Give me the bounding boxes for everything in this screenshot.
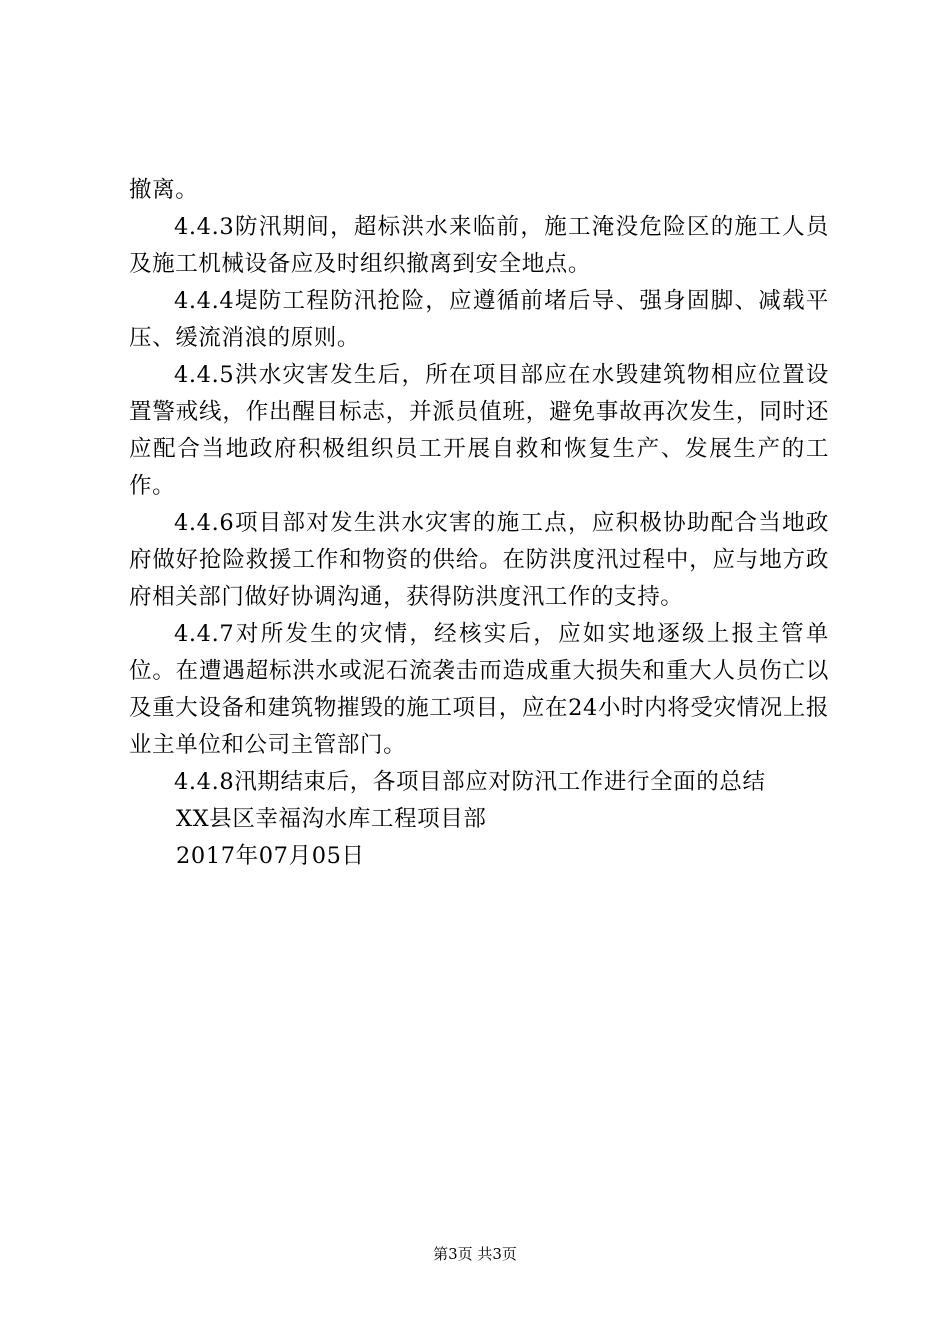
paragraph-4-4-5: 4.4.5洪水灾害发生后，所在项目部应在水毁建筑物相应位置设置警戒线，作出醒目标志，并派员值班，避免事故再次发生，同时还应配合当地政府积极组织员工开展自救和恢复生产、发展生产的工作。	[129, 362, 829, 499]
paragraph-4-4-6: 4.4.6项目部对发生洪水灾害的施工点，应积极协助配合当地政府做好抢险救援工作和物资的供给。在防洪度汛过程中，应与地方政府相关部门做好协调沟通，获得防洪度汛工作的支持。	[129, 510, 829, 610]
paragraph-4-4-3: 4.4.3防汛期间，超标洪水来临前，施工淹没危险区的施工人员及施工机械设备应及时组织撤离到安全地点。	[129, 214, 829, 277]
paragraph-continuation: 撤离。	[129, 177, 199, 203]
paragraph-4-4-8: 4.4.8汛期结束后，各项目部应对防汛工作进行全面的总结	[174, 769, 766, 795]
paragraph-4-4-7: 4.4.7对所发生的灾情，经核实后，应如实地逐级上报主管单位。在遭遇超标洪水或泥石流袭击而造成重大损失和重大人员伤亡以及重大设备和建筑物摧毁的施工项目，应在24小时内将受灾情况上报业主单位和公司主管部门。	[129, 621, 829, 758]
paragraph-4-4-4: 4.4.4堤防工程防汛抢险，应遵循前堵后导、强身固脚、减载平压、缓流消浪的原则。	[129, 288, 829, 351]
page-footer: 第3页 共3页	[433, 1245, 517, 1263]
signature-organization: XX县区幸福沟水库工程项目部	[176, 806, 487, 832]
signature-date: 2017年07月05日	[176, 843, 365, 869]
document-body	[129, 172, 829, 875]
